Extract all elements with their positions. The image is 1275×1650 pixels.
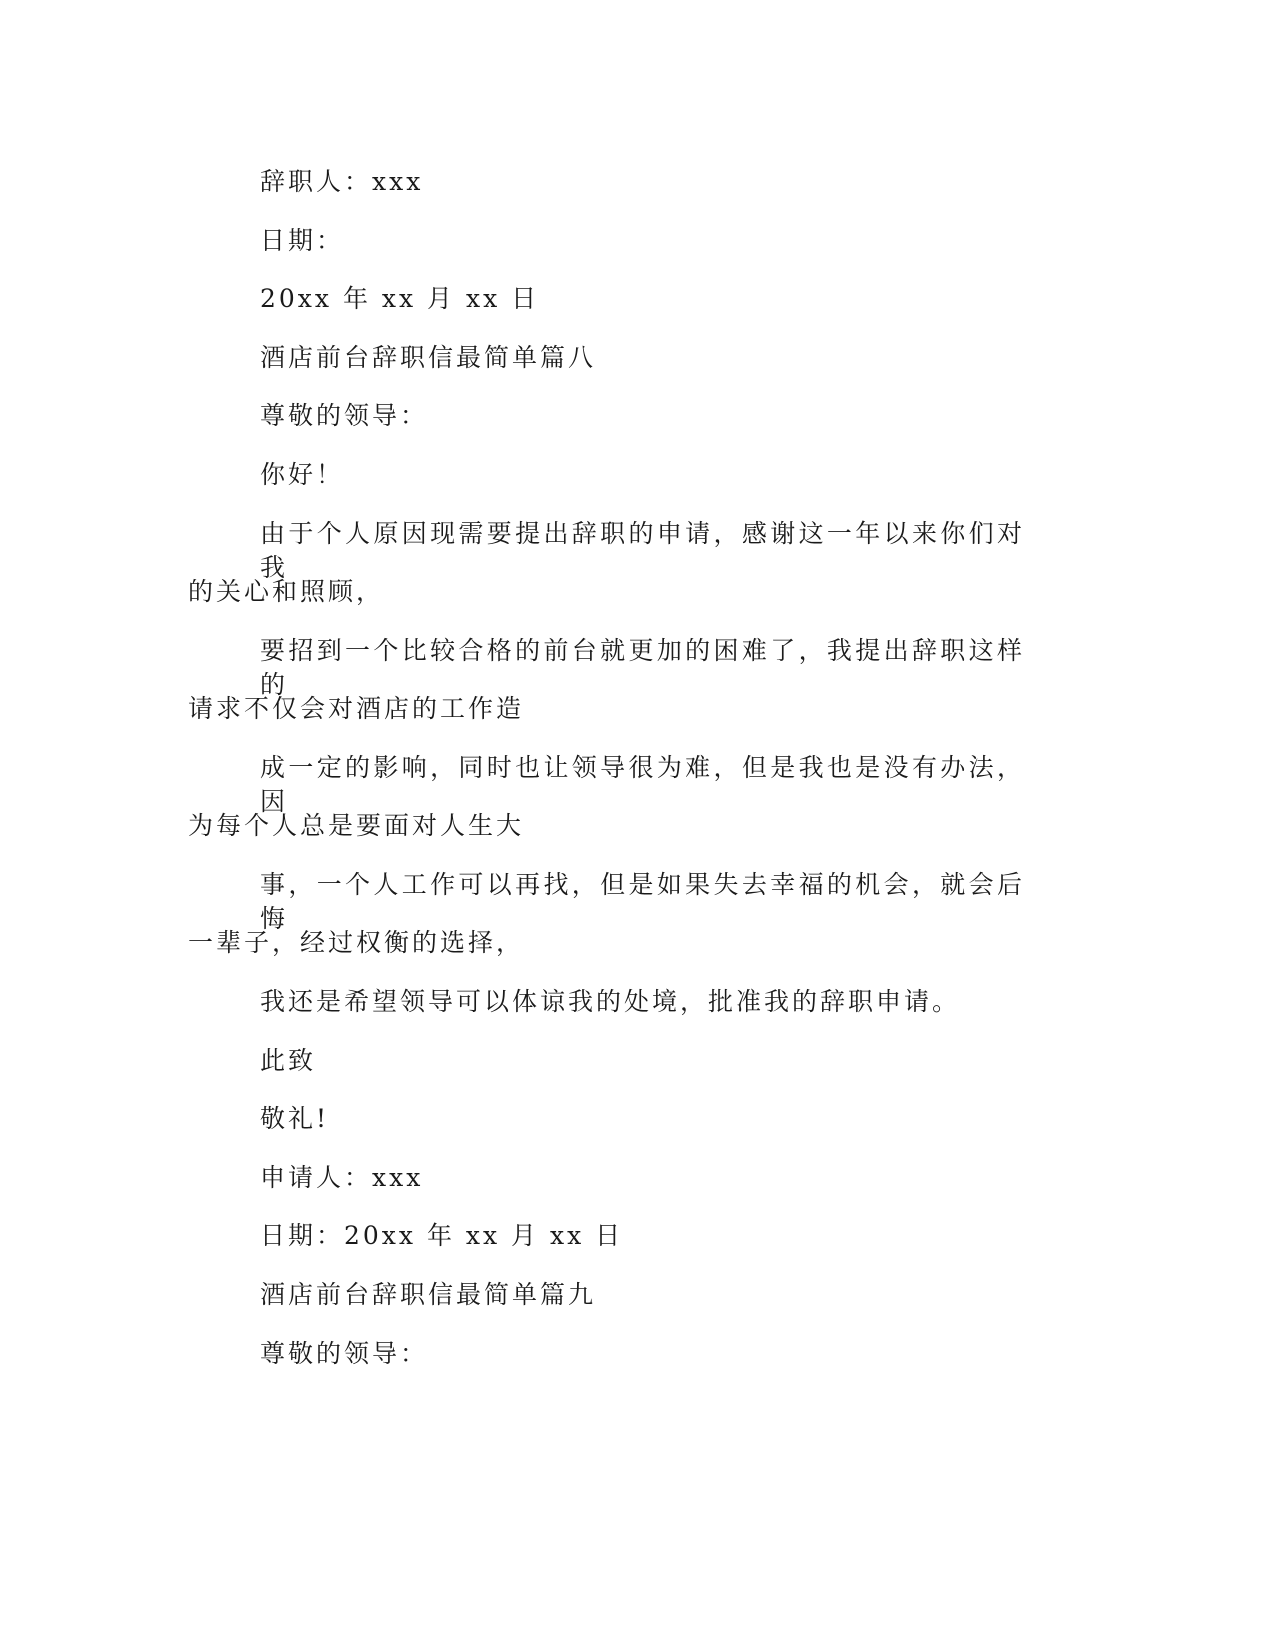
applicant-line: 申请人：xxx: [260, 1163, 424, 1192]
section-heading-8: 酒店前台辞职信最简单篇八: [260, 343, 597, 372]
resigner-line: 辞职人：xxx: [260, 167, 424, 196]
paragraph-4-line-2: 一辈子，经过权衡的选择，: [188, 928, 525, 957]
closing-2: 敬礼!: [260, 1104, 330, 1133]
paragraph-2-line-1: 要招到一个比较合格的前台就更加的困难了，我提出辞职这样的: [260, 636, 1025, 699]
paragraph-1-line-1: 由于个人原因现需要提出辞职的申请，感谢这一年以来你们对我: [260, 519, 1025, 582]
salutation-2: 尊敬的领导：: [260, 1339, 429, 1368]
date-label: 日期：: [260, 226, 345, 255]
paragraph-1-line-2: 的关心和照顾，: [188, 577, 385, 606]
salutation: 尊敬的领导：: [260, 401, 429, 430]
paragraph-3-line-1: 成一定的影响，同时也让领导很为难，但是我也是没有办法，因: [260, 753, 1025, 816]
paragraph-2-line-2: 请求不仅会对酒店的工作造: [188, 694, 525, 723]
paragraph-5: 我还是希望领导可以体谅我的处境，批准我的辞职申请。: [260, 987, 961, 1016]
date-value: 20xx 年 xx 月 xx 日: [260, 284, 540, 313]
closing-1: 此致: [260, 1046, 317, 1075]
greeting: 你好！: [260, 460, 345, 489]
section-heading-9: 酒店前台辞职信最简单篇九: [260, 1280, 597, 1309]
paragraph-3-line-2: 为每个人总是要面对人生大: [188, 811, 525, 840]
paragraph-4-line-1: 事，一个人工作可以再找，但是如果失去幸福的机会，就会后悔: [260, 870, 1025, 933]
date-line: 日期：20xx 年 xx 月 xx 日: [260, 1221, 624, 1250]
